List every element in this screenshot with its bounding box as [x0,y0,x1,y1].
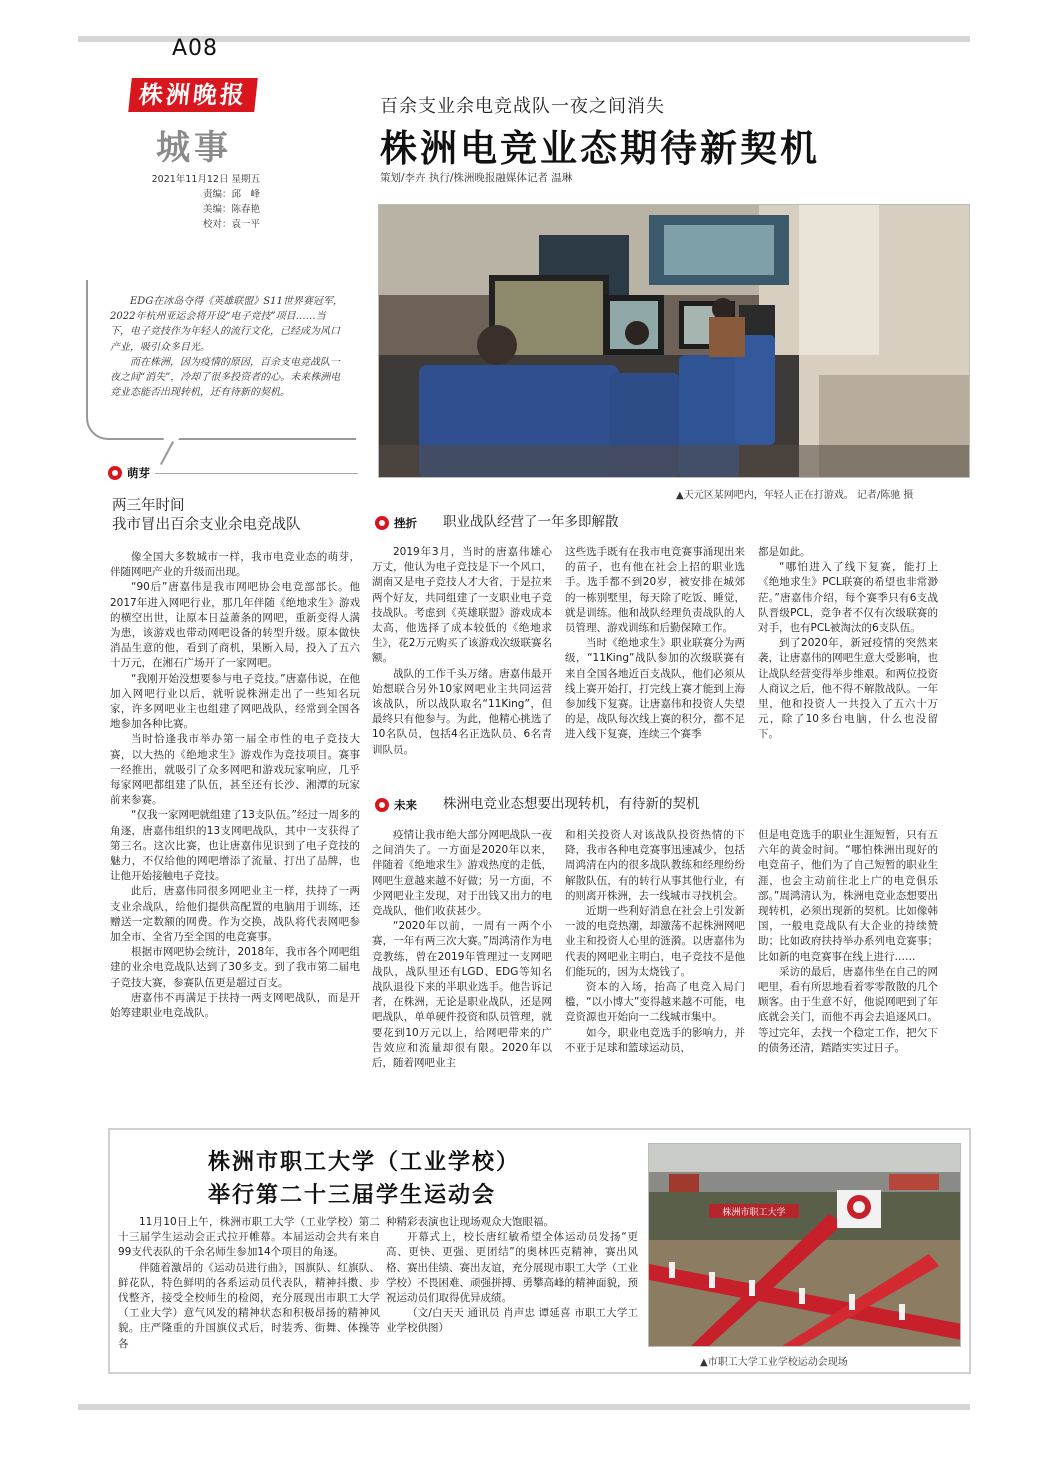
paragraph: （文/白天天 通讯员 肖声忠 谭延喜 市职工大学工业学校供图） [386,1307,638,1335]
headline-main: 株洲电竞业态期待新契机 [380,127,820,170]
paragraph: 当时恰逢我市举办第一届全市性的电子竞技大赛，以大热的《绝地求生》游戏作为竞技项目。赛事一经推出，就吸引了众多网吧和游戏玩家响应，几乎每家网吧都组建了队伍，甚至还有长沙、湘潭的玩家前来参赛。 [110,733,360,807]
edition-date: 2021年11月12日 星期五 [151,174,260,185]
photo2-caption: ▲市职工大学工业学校运动会现场 [700,1357,848,1368]
paragraph: 和相关投资人对该战队投资热情的下降，我市各种电竞赛事迅速减少，包括周鸿清在内的很多战队教练和经理纷纷解散队伍，有的转行从事其他行业，有的则离开株洲，去一线城市寻找机会。 [565,829,745,902]
article-column-sprout [110,550,360,1021]
editor-credit: 责编：邱 峰 [202,189,260,200]
section-tag-setback [375,513,970,532]
paragraph: 战队的工作千头万绪。唐嘉伟最开始想联合另外10家网吧业主共同运营该战队，所以战队取名“11King”，但最终只有他参与。为此，他精心挑选了10名队员，包括4名正选队员、6名青训队员。 [372,667,552,756]
paragraph: 这些选手既有在我市电竞赛事涌现出来的苗子，也有他在社会上招的职业选手。选手都不到20岁，被安排在城郊的一栋别墅里，每天除了吃饭、睡觉，就是训练。他和战队经理负责战队的人员管理、游戏训练和后勤保障工作。 [565,546,745,635]
paragraph: “我刚开始没想要参与电子竞技。”唐嘉伟说，在他加入网吧行业以后，就听说株洲走出了一些知名玩家，许多网吧业主也组建了网吧战队，经常到全国各地参加各种比赛。 [110,672,360,731]
paragraph: 开幕式上，校长唐红敏希望全体运动员发扬“更高、更快、更强、更团结”的奥林匹克精神，赛出风格、赛出佳绩、赛出友谊，充分展现市职工大学（工业学校）不畏困难、顽强拼搏、勇攀高峰的精神面貌，预祝运动员们取得优异成绩。 [386,1231,638,1305]
section-title: 城事 [156,128,232,168]
tag-label: 未来 [394,797,417,812]
section-subtitle-sprout [112,497,301,535]
photo-banner-text: 株洲市职工大学 [722,1208,786,1218]
article2-column-1 [118,1215,380,1352]
article2-column-2 [386,1215,638,1337]
paragraph: 唐嘉伟不再满足于扶持一两支网吧战队，而是开始筹建职业电竞战队。 [110,991,360,1020]
article-column-setback-3 [758,545,938,743]
article-column-setback-2 [565,545,745,743]
edition-meta [130,172,260,232]
bottom-rule [78,1404,970,1410]
intro-tail [160,428,188,452]
paragraph: 根据市网吧协会统计，2018年，我市各个网吧组建的业余电竞战队达到了30多支。到了我市第二届电子竞技大赛，参赛队伍更是超过百支。 [110,946,360,989]
paragraph: “90后”唐嘉伟是我市网吧协会电竞部部长。他2017年进入网吧行业，那几年伴随《绝地求生》游戏的横空出世，让原本日益萧条的网吧，重新变得人满为患，该游戏也带动网吧设备的转型升级。原本做快消品生意的他，看到了商机，果断入局，投入了五六十万元，在湘石广场开了一家网吧。 [110,581,360,670]
photo-caption: ▲天元区某网吧内，年轻人正在打游戏。 记者/陈驰 摄 [676,490,914,501]
paragraph: 疫情让我市绝大部分网吧战队一夜之间消失了。一方面是2020年以来，伴随着《绝地求生》游戏热度的走低，网吧生意越来越不好做；另一方面，不少网吧业主发现，对于出钱又出力的电竞战队，他们收获甚少。 [372,829,552,918]
tag-divider [155,473,358,474]
section-tag-future [375,795,970,814]
paragraph: 伴随着激昂的《运动员进行曲》，国旗队、红旗队、鲜花队，特色鲜明的各系运动员代表队，精神抖擞、步伐整齐，接受全校师生的检阅，充分展现出市职工大学（工业大学）意气风发的精神状态和积极昂扬的精神风貌。庄严隆重的升国旗仪式后，时装秀、街舞、体操等各 [118,1261,380,1350]
paragraph: 都是如此。 [758,546,811,558]
proof-credit: 校对：袁一平 [202,219,260,230]
subtitle-line-1: 两三年时间 [112,498,185,514]
article2-title-line-1: 株洲市职工大学（工业学校） [208,1150,521,1175]
section-subtitle-setback: 职业战队经营了一年多即解散 [443,514,619,530]
internet-cafe-photo [378,204,970,478]
page-number: A08 [172,36,219,61]
article-column-future-3 [758,828,938,1056]
paragraph: 种精彩表演也让现场观众大饱眼福。 [386,1216,554,1228]
tag-label: 萌芽 [127,466,150,480]
section-tag-sprout [108,465,358,481]
masthead-logo: 株洲晚报 [128,78,258,112]
paragraph: 2019年3月，当时的唐嘉伟雄心万丈，他认为电子竞技是下一个风口，湖南又是电子竞技人才大省，于是拉来两个好友，共同组建了一支职业电子竞技战队。考虑到《英雄联盟》游戏成本太高，他选择了成本较低的《绝地求生》，花2万元购买了该游戏次级联赛名额。 [372,546,552,665]
article-column-future-2 [565,828,745,1056]
tag-bullet-icon [108,466,122,480]
byline: 策划/李卉 执行/株洲晚报融媒体记者 温琳 [380,172,573,184]
paragraph: 11月10日上午，株洲市职工大学（工业学校）第二十三届学生运动会正式拉开帷幕。本届运动会共有来自99支代表队的千余名师生参加14个项目的角逐。 [118,1216,380,1259]
paragraph: 采访的最后，唐嘉伟坐在自己的网吧里，看有所思地看着零零散散的几个顾客。由于生意不好，他说网吧到了年底就会关门，而他不再会去追逐风口。等过完年，去找一个稳定工作，把欠下的债务还清，踏踏实实过日子。 [758,965,938,1054]
paragraph: 到了2020年，新冠疫情的突然来袭，让唐嘉伟的网吧生意大受影响，也让战队经营变得举步维艰。和两位投资人商议之后，他不得不解散战队。一年里，他和投资人一共投入了五六十万元，除了10多台电脑，什么也没留下。 [758,637,938,741]
tag-label: 挫折 [394,515,417,530]
paragraph: 此后，唐嘉伟同很多网吧业主一样，扶持了一两支业余战队，给他们提供高配置的电脑用于训练，还赠送一定数额的网费。作为交换，战队将代表网吧参加全市、全省乃至全国的电竞赛事。 [110,885,360,944]
internet-cafe-illustration [379,205,970,478]
article-column-future-1 [372,828,552,1071]
article-column-setback-1 [372,545,552,758]
sports-meet-illustration [649,1144,961,1347]
paragraph: “仅我一家网吧就组建了13支队伍。”经过一周多的角逐，唐嘉伟组织的13支网吧战队，其中一支获得了第三名。这次比赛，也让唐嘉伟见识到了电子竞技的魅力，不仅给他的网吧增添了流量、打出了品牌，也让他开始接触电子竞技。 [110,809,360,883]
section-subtitle-future: 株洲电竞业态想要出现转机，有待新的契机 [443,796,700,812]
paragraph: “2020年以前，一周有一两个小赛，一年有两三次大赛。”周鸿清作为电竞教练，曾在2019年管理过一支网吧战队，战队里还有LGD、EDG等知名战队退役下来的半职业选手。他告诉记者，在株洲，无论是职业战队，还是网吧战队，单单硬件投资和队员管理，就要花到10万元以上，给网吧带来的广告效应和流量却很有限。2020年以后，随着网吧业主 [372,920,552,1070]
subtitle-line-2: 我市冒出百余支业余电竞战队 [112,517,301,533]
headline-kicker: 百余支业余电竞战队一夜之间消失 [380,96,665,117]
tag-bullet-icon [375,798,389,812]
paragraph: 如今，职业电竞选手的影响力，并不亚于足球和篮球运动员， [565,1026,745,1054]
sports-meet-photo [648,1143,961,1347]
paragraph: 但是电竞选手的职业生涯短暂，只有五六年的黄金时间。“哪怕株洲出现好的电竞苗子，他们为了自己短暂的职业生涯，也会主动前往北上广的电竞俱乐部。”周鸿清认为，株洲电竞业态想要出现转机，必须出现新的契机。比如像韩国，一般电竞战队有大企业的持续赞助；比如政府扶持举办系列电竞赛事；比如新的电竞赛事在线上进行…… [758,829,938,963]
paragraph: 资本的入场，抬高了电竞入局门槛，“以小博大”变得越来越不可能，电竞资源也开始向一二线城市集中。 [565,981,745,1024]
paragraph: 当时《绝地求生》职业联赛分为两级，“11King”战队参加的次级联赛有来自全国各地近百支战队，他们必须从线上赛开始打，打完线上赛才能到上海参加线下复赛。让唐嘉伟和投资人失望的是，战队每次线上赛的积分，都不足进入线下复赛，连续三个赛季 [565,637,745,741]
tag-bullet-icon [375,516,389,530]
paragraph: 像全国大多数城市一样，我市电竞业态的萌芽，伴随网吧产业的升级而出现。 [110,551,360,579]
article2-title-line-2: 举行第二十三届学生运动会 [208,1183,497,1208]
paragraph: “哪怕进入了线下复赛，能打上《绝地求生》PCL联赛的希望也非常渺茫。”唐嘉伟介绍，每个赛季只有6支战队晋级PCL，竞争者不仅有次级联赛的对手，也有PCL被淘汰的6支队伍。 [758,561,938,635]
intro-text: EDG在冰岛夺得《英雄联盟》S11世界赛冠军，2022年杭州亚运会将开设“电子竞技”项目……当下，电子竞技作为年轻人的流行文化，已经成为风口产业，吸引众多目光。 而在株洲，因为疫情的原因，百余支电竞战队一夜之间“消失”，冷却了很多投资者的心。未来株洲电竞业态能否出现转机，还有待新的契机。 [110,296,343,399]
paragraph: 近期一些利好消息在社会上引发新一波的电竞热潮，却激荡不起株洲网吧业主和投资人心里的涟漪。以唐嘉伟为代表的网吧业主明白，电子竞技不是他们能玩的，因为太烧钱了。 [565,905,745,978]
designer-credit: 美编：陈春艳 [202,204,260,215]
